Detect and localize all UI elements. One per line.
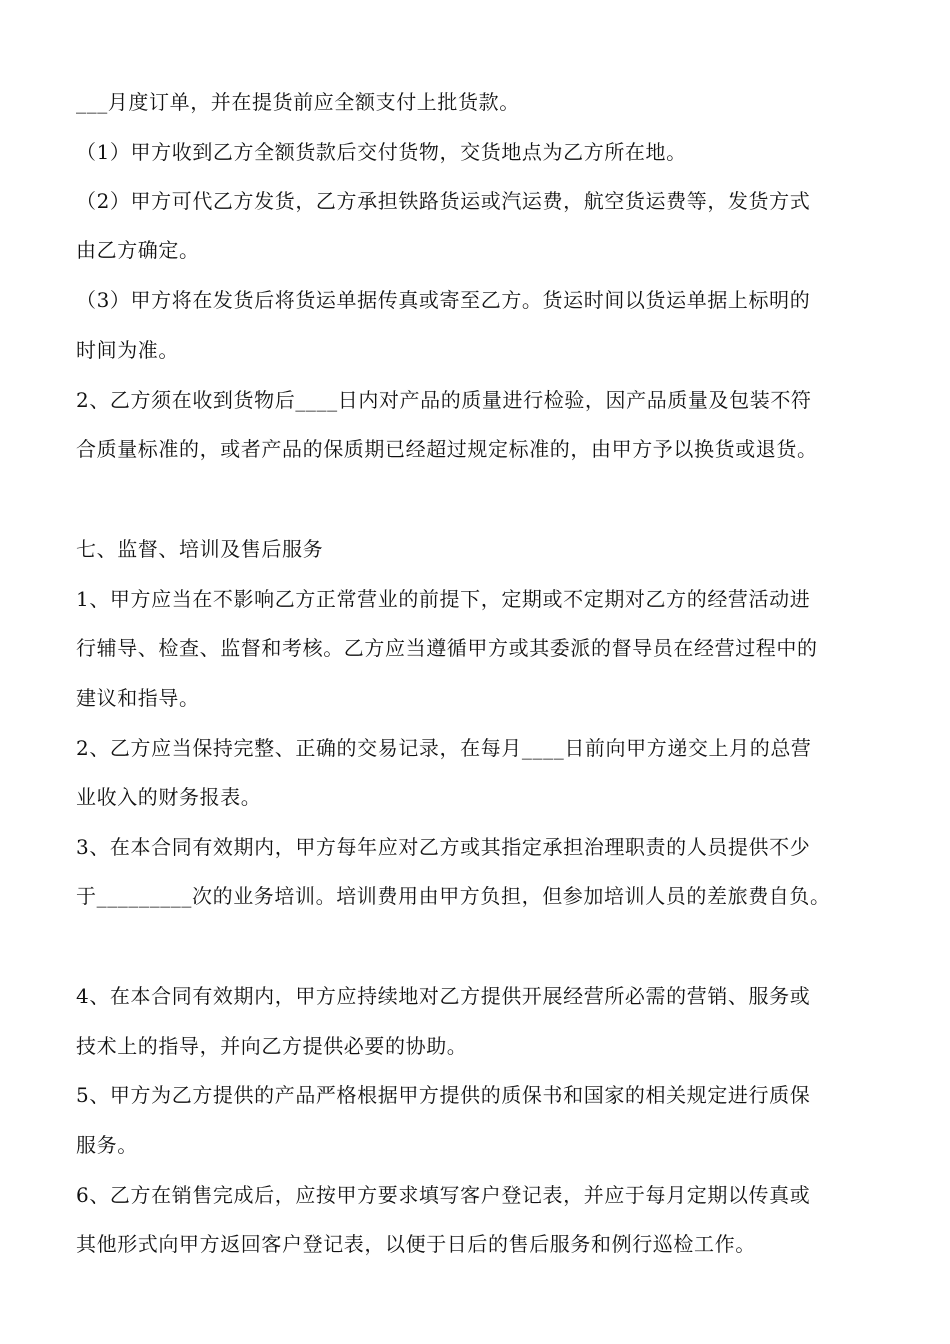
text-line: 服务。 — [76, 1133, 138, 1157]
text-line: （2）甲方可代乙方发货，乙方承担铁路货运或汽运费，航空货运费等，发货方式 — [76, 189, 811, 213]
text-line: 技术上的指导，并向乙方提供必要的协助。 — [76, 1034, 468, 1058]
text-line: 5、甲方为乙方提供的产品严格根据甲方提供的质保书和国家的相关规定进行质保 — [76, 1083, 811, 1107]
text-line: ___月度订单，并在提货前应全额支付上批货款。 — [76, 90, 520, 114]
text-line: （3）甲方将在发货后将货运单据传真或寄至乙方。货运时间以货运单据上标明的 — [76, 288, 811, 312]
text-line: 业收入的财务报表。 — [76, 785, 262, 809]
text-line: 6、乙方在销售完成后，应按甲方要求填写客户登记表，并应于每月定期以传真或 — [76, 1183, 811, 1207]
section-heading: 七、监督、培训及售后服务 — [76, 537, 324, 561]
text-line: （1）甲方收到乙方全额货款后交付货物，交货地点为乙方所在地。 — [76, 140, 687, 164]
text-line: 行辅导、检查、监督和考核。乙方应当遵循甲方或其委派的督导员在经营过程中的 — [76, 636, 818, 660]
text-line: 合质量标准的，或者产品的保质期已经超过规定标准的，由甲方予以换货或退货。 — [76, 437, 818, 461]
text-line: 3、在本合同有效期内，甲方每年应对乙方或其指定承担治理职责的人员提供不少 — [76, 835, 811, 859]
text-line: 1、甲方应当在不影响乙方正常营业的前提下，定期或不定期对乙方的经营活动进 — [76, 587, 811, 611]
text-line: 4、在本合同有效期内，甲方应持续地对乙方提供开展经营所必需的营销、服务或 — [76, 984, 811, 1008]
text-line: 2、乙方应当保持完整、正确的交易记录，在每月____日前向甲方递交上月的总营 — [76, 736, 812, 760]
text-line: 2、乙方须在收到货物后____日内对产品的质量进行检验，因产品质量及包装不符 — [76, 388, 812, 412]
text-line: 建议和指导。 — [76, 686, 200, 710]
text-line: 于_________次的业务培训。培训费用由甲方负担，但参加培训人员的差旅费自负。 — [76, 884, 831, 908]
text-line: 由乙方确定。 — [76, 238, 200, 262]
text-line: 时间为准。 — [76, 338, 179, 362]
text-line: 其他形式向甲方返回客户登记表，以便于日后的售后服务和例行巡检工作。 — [76, 1232, 756, 1256]
